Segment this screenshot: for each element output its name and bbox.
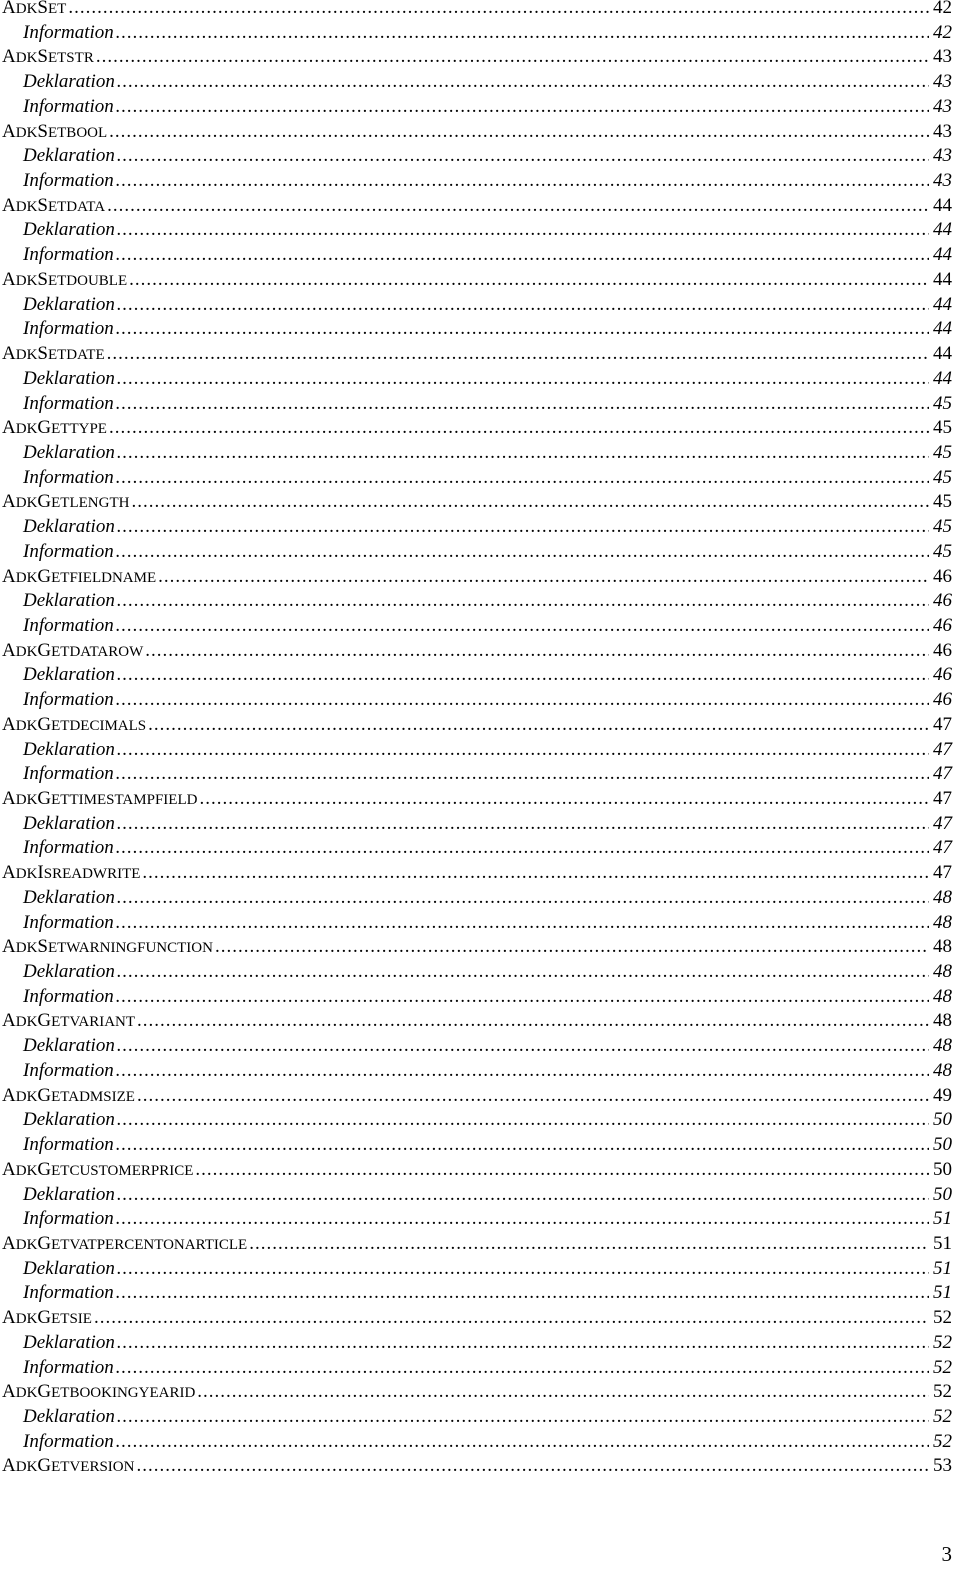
- toc-entry-title: ADKGETVERSION: [2, 1455, 135, 1477]
- toc-entry-title: ADKSETDATA: [2, 194, 106, 216]
- toc-leader-dots: [117, 70, 929, 95]
- toc-entry-title: Deklaration: [23, 1183, 115, 1205]
- toc-entry-title: Deklaration: [23, 1035, 115, 1057]
- toc-leader-dots: [136, 1454, 929, 1479]
- toc-entry[interactable]: [2, 342, 952, 367]
- toc-entry-page: 45: [933, 392, 952, 414]
- table-of-contents: [2, 0, 952, 1479]
- toc-subentry[interactable]: [2, 317, 952, 342]
- toc-entry-title: Information: [23, 689, 114, 711]
- toc-entry-page: 47: [933, 812, 952, 834]
- toc-leader-dots: [116, 762, 929, 787]
- toc-entry-title: Information: [23, 1430, 114, 1452]
- toc-leader-dots: [117, 515, 929, 540]
- toc-leader-dots: [117, 1331, 929, 1356]
- toc-entry-title: Deklaration: [23, 1109, 115, 1131]
- toc-leader-dots: [109, 120, 929, 145]
- toc-leader-dots: [116, 95, 929, 120]
- toc-leader-dots: [116, 1059, 929, 1084]
- toc-entry-page: 52: [933, 1356, 952, 1378]
- toc-entry-page: 48: [933, 1059, 952, 1081]
- toc-subentry[interactable]: [2, 1034, 952, 1059]
- toc-leader-dots: [137, 1009, 929, 1034]
- toc-subentry[interactable]: [2, 392, 952, 417]
- toc-leader-dots: [116, 1133, 929, 1158]
- toc-entry-title: Deklaration: [23, 812, 115, 834]
- toc-entry-title: Information: [23, 21, 114, 43]
- toc-subentry[interactable]: [2, 886, 952, 911]
- toc-entry-title: ADKSET: [2, 0, 67, 18]
- toc-leader-dots: [117, 144, 929, 169]
- toc-leader-dots: [117, 367, 929, 392]
- toc-entry-page: 43: [933, 95, 952, 117]
- toc-entry-title: Deklaration: [23, 1257, 115, 1279]
- toc-leader-dots: [117, 1183, 929, 1208]
- toc-leader-dots: [109, 416, 929, 441]
- toc-entry-title: ADKGETVARIANT: [2, 1010, 136, 1032]
- toc-leader-dots: [117, 738, 929, 763]
- toc-leader-dots: [116, 836, 929, 861]
- toc-leader-dots: [68, 0, 929, 21]
- toc-leader-dots: [107, 194, 929, 219]
- toc-entry-title: ADKSETSTR: [2, 46, 94, 68]
- toc-entry-page: 46: [933, 639, 952, 661]
- toc-entry[interactable]: [2, 120, 952, 145]
- toc-entry[interactable]: [2, 1306, 952, 1331]
- toc-subentry[interactable]: [2, 1430, 952, 1455]
- toc-entry-title: Deklaration: [23, 441, 115, 463]
- toc-entry-title: Information: [23, 837, 114, 859]
- toc-entry-page: 52: [933, 1331, 952, 1353]
- toc-leader-dots: [117, 960, 929, 985]
- toc-entry-title: Information: [23, 466, 114, 488]
- toc-leader-dots: [117, 293, 929, 318]
- toc-entry-title: ADKGETCUSTOMERPRICE: [2, 1158, 194, 1180]
- toc-leader-dots: [116, 614, 929, 639]
- toc-entry-page: 46: [933, 689, 952, 711]
- toc-leader-dots: [117, 1257, 929, 1282]
- toc-leader-dots: [117, 441, 929, 466]
- toc-entry-title: ADKGETTIMESTAMPFIELD: [2, 788, 198, 809]
- toc-subentry[interactable]: [2, 169, 952, 194]
- toc-entry-title: ADKGETBOOKINGYEARID: [2, 1381, 196, 1403]
- toc-entry-title: Information: [23, 318, 114, 340]
- toc-entry-title: ADKGETDATAROW: [2, 639, 144, 661]
- toc-entry-page: 44: [933, 219, 952, 241]
- toc-entry-page: 44: [933, 318, 952, 340]
- toc-entry[interactable]: [2, 713, 952, 738]
- toc-entry-page: 44: [933, 343, 952, 365]
- toc-entry-page: 48: [933, 1035, 952, 1057]
- toc-entry-title: Information: [23, 1208, 114, 1230]
- toc-entry-page: 48: [933, 1010, 952, 1032]
- toc-entry-page: 47: [933, 763, 952, 785]
- toc-entry[interactable]: [2, 1454, 952, 1479]
- toc-subentry[interactable]: [2, 70, 952, 95]
- toc-leader-dots: [117, 886, 929, 911]
- toc-leader-dots: [116, 1281, 929, 1306]
- toc-subentry[interactable]: [2, 960, 952, 985]
- toc-entry[interactable]: [2, 935, 952, 960]
- toc-leader-dots: [117, 663, 929, 688]
- toc-subentry[interactable]: [2, 1108, 952, 1133]
- toc-subentry[interactable]: [2, 1183, 952, 1208]
- toc-entry-page: 45: [933, 441, 952, 463]
- toc-entry-title: ADKSETBOOL: [2, 120, 108, 142]
- toc-entry-page: 44: [933, 194, 952, 216]
- toc-entry[interactable]: [2, 45, 952, 70]
- toc-entry[interactable]: [2, 565, 952, 590]
- toc-entry-page: 43: [933, 120, 952, 142]
- toc-entry-page: 44: [933, 244, 952, 266]
- toc-entry-page: 42: [933, 21, 952, 43]
- toc-entry[interactable]: [2, 1084, 952, 1109]
- toc-entry-page: 51: [933, 1232, 952, 1254]
- toc-entry[interactable]: [2, 1009, 952, 1034]
- toc-entry[interactable]: [2, 268, 952, 293]
- toc-leader-dots: [116, 169, 929, 194]
- toc-entry-title: Information: [23, 763, 114, 785]
- toc-entry-page: 43: [933, 71, 952, 93]
- toc-entry-page: 45: [933, 540, 952, 562]
- toc-entry-page: 48: [933, 911, 952, 933]
- toc-leader-dots: [158, 565, 929, 590]
- toc-entry-title: ADKGETFIELDNAME: [2, 565, 157, 587]
- toc-entry-title: Deklaration: [23, 71, 115, 93]
- toc-entry-title: Information: [23, 95, 114, 117]
- toc-leader-dots: [107, 342, 929, 367]
- toc-leader-dots: [117, 1108, 929, 1133]
- toc-subentry[interactable]: [2, 812, 952, 837]
- toc-leader-dots: [116, 1356, 929, 1381]
- toc-entry-page: 50: [933, 1183, 952, 1205]
- toc-subentry[interactable]: [2, 911, 952, 936]
- toc-entry-page: 47: [933, 788, 952, 809]
- toc-entry-title: ADKGETLENGTH: [2, 491, 130, 513]
- toc-subentry[interactable]: [2, 1207, 952, 1232]
- toc-leader-dots: [129, 268, 929, 293]
- toc-leader-dots: [116, 392, 929, 417]
- toc-entry-page: 52: [933, 1430, 952, 1452]
- toc-entry-title: ADKGETVATPERCENTONARTICLE: [2, 1232, 248, 1254]
- toc-entry-page: 42: [933, 0, 952, 18]
- toc-entry[interactable]: [2, 639, 952, 664]
- toc-entry-page: 48: [933, 936, 952, 958]
- toc-subentry[interactable]: [2, 1281, 952, 1306]
- toc-entry-page: 47: [933, 738, 952, 760]
- toc-leader-dots: [197, 1380, 929, 1405]
- toc-entry-title: Deklaration: [23, 145, 115, 167]
- toc-entry-page: 50: [933, 1134, 952, 1156]
- toc-entry[interactable]: [2, 861, 952, 886]
- toc-entry-page: 45: [933, 466, 952, 488]
- toc-leader-dots: [116, 466, 929, 491]
- toc-entry-title: Information: [23, 1282, 114, 1304]
- toc-entry-title: Information: [23, 1059, 114, 1081]
- toc-entry-title: Information: [23, 985, 114, 1007]
- toc-subentry[interactable]: [2, 144, 952, 169]
- toc-entry-page: 44: [933, 268, 952, 290]
- toc-entry-page: 52: [933, 1381, 952, 1403]
- toc-leader-dots: [116, 540, 929, 565]
- toc-subentry[interactable]: [2, 21, 952, 46]
- toc-entry-title: ADKSETDOUBLE: [2, 268, 128, 290]
- toc-entry-title: Deklaration: [23, 293, 115, 315]
- toc-entry[interactable]: [2, 0, 952, 21]
- toc-leader-dots: [215, 935, 929, 960]
- toc-leader-dots: [116, 985, 929, 1010]
- toc-leader-dots: [116, 1207, 929, 1232]
- toc-entry-title: ADKSETWARNINGFUNCTION: [2, 936, 213, 958]
- toc-leader-dots: [116, 243, 929, 268]
- toc-leader-dots: [116, 688, 929, 713]
- toc-entry-title: Deklaration: [23, 664, 115, 686]
- toc-entry[interactable]: [2, 194, 952, 219]
- toc-entry-page: 49: [933, 1084, 952, 1106]
- toc-entry[interactable]: [2, 416, 952, 441]
- toc-leader-dots: [116, 911, 929, 936]
- toc-leader-dots: [117, 218, 929, 243]
- toc-entry-page: 51: [933, 1257, 952, 1279]
- toc-entry-title: Deklaration: [23, 590, 115, 612]
- toc-entry-title: ADKSETDATE: [2, 343, 105, 365]
- toc-subentry[interactable]: [2, 1331, 952, 1356]
- toc-entry-page: 44: [933, 367, 952, 389]
- toc-leader-dots: [116, 21, 929, 46]
- toc-subentry[interactable]: [2, 243, 952, 268]
- toc-entry-page: 50: [933, 1109, 952, 1131]
- toc-entry-page: 52: [933, 1307, 952, 1329]
- toc-entry-page: 45: [933, 516, 952, 538]
- toc-subentry[interactable]: [2, 441, 952, 466]
- toc-entry[interactable]: [2, 1232, 952, 1257]
- toc-entry-page: 46: [933, 565, 952, 587]
- toc-entry-title: ADKISREADWRITE: [2, 862, 141, 884]
- toc-entry-page: 48: [933, 985, 952, 1007]
- toc-subentry[interactable]: [2, 738, 952, 763]
- toc-leader-dots: [117, 1034, 929, 1059]
- toc-leader-dots: [94, 1306, 929, 1331]
- toc-subentry[interactable]: [2, 95, 952, 120]
- toc-subentry[interactable]: [2, 985, 952, 1010]
- toc-entry-page: 47: [933, 713, 952, 735]
- page-number: 3: [941, 1542, 952, 1566]
- toc-entry-title: Information: [23, 1134, 114, 1156]
- toc-subentry[interactable]: [2, 540, 952, 565]
- toc-subentry[interactable]: [2, 1257, 952, 1282]
- toc-entry-page: 46: [933, 590, 952, 612]
- toc-leader-dots: [137, 1084, 929, 1109]
- toc-entry-page: 53: [933, 1455, 952, 1477]
- toc-entry-title: ADKGETADMSIZE: [2, 1084, 135, 1106]
- toc-entry-title: ADKGETTYPE: [2, 417, 107, 439]
- toc-subentry[interactable]: [2, 367, 952, 392]
- toc-leader-dots: [145, 639, 929, 664]
- toc-subentry[interactable]: [2, 663, 952, 688]
- toc-entry-page: 48: [933, 961, 952, 983]
- toc-leader-dots: [148, 713, 929, 738]
- toc-leader-dots: [116, 317, 929, 342]
- toc-entry-page: 47: [933, 862, 952, 884]
- toc-leader-dots: [195, 1158, 929, 1183]
- toc-entry-title: Deklaration: [23, 516, 115, 538]
- toc-leader-dots: [249, 1232, 929, 1257]
- toc-subentry[interactable]: [2, 1405, 952, 1430]
- toc-subentry[interactable]: [2, 218, 952, 243]
- toc-entry-title: Information: [23, 540, 114, 562]
- toc-entry-title: Information: [23, 170, 114, 192]
- toc-leader-dots: [96, 45, 929, 70]
- toc-entry-title: Information: [23, 392, 114, 414]
- toc-entry-page: 51: [933, 1282, 952, 1304]
- toc-entry-title: ADKGETSIE: [2, 1307, 92, 1329]
- toc-entry-page: 45: [933, 491, 952, 513]
- toc-entry-title: Deklaration: [23, 961, 115, 983]
- toc-entry-title: Information: [23, 911, 114, 933]
- toc-entry-page: 52: [933, 1405, 952, 1427]
- toc-subentry[interactable]: [2, 688, 952, 713]
- toc-entry-title: Information: [23, 614, 114, 636]
- toc-entry-page: 43: [933, 46, 952, 68]
- toc-entry-title: ADKGETDECIMALS: [2, 713, 147, 735]
- toc-subentry[interactable]: [2, 1059, 952, 1084]
- toc-subentry[interactable]: [2, 466, 952, 491]
- toc-entry-page: 47: [933, 837, 952, 859]
- toc-leader-dots: [116, 1430, 929, 1455]
- toc-entry-title: Deklaration: [23, 219, 115, 241]
- toc-leader-dots: [117, 589, 929, 614]
- toc-entry-page: 50: [933, 1158, 952, 1180]
- toc-leader-dots: [117, 812, 929, 837]
- toc-leader-dots: [117, 1405, 929, 1430]
- toc-entry-page: 43: [933, 170, 952, 192]
- toc-entry-page: 44: [933, 293, 952, 315]
- toc-entry-page: 48: [933, 886, 952, 908]
- toc-entry[interactable]: [2, 787, 952, 812]
- toc-leader-dots: [199, 787, 929, 812]
- toc-subentry[interactable]: [2, 1356, 952, 1381]
- toc-entry-title: Deklaration: [23, 367, 115, 389]
- toc-entry-page: 43: [933, 145, 952, 167]
- toc-entry-page: 45: [933, 417, 952, 439]
- toc-leader-dots: [131, 490, 929, 515]
- toc-subentry[interactable]: [2, 614, 952, 639]
- toc-subentry[interactable]: [2, 836, 952, 861]
- toc-entry[interactable]: [2, 1380, 952, 1405]
- toc-subentry[interactable]: [2, 589, 952, 614]
- toc-leader-dots: [142, 861, 929, 886]
- toc-entry[interactable]: [2, 1158, 952, 1183]
- toc-entry-title: Deklaration: [23, 886, 115, 908]
- toc-entry[interactable]: [2, 490, 952, 515]
- toc-entry-title: Information: [23, 1356, 114, 1378]
- toc-entry-page: 46: [933, 664, 952, 686]
- toc-subentry[interactable]: [2, 1133, 952, 1158]
- toc-subentry[interactable]: [2, 762, 952, 787]
- toc-entry-page: 51: [933, 1208, 952, 1230]
- toc-entry-title: Deklaration: [23, 738, 115, 760]
- toc-entry-title: Information: [23, 244, 114, 266]
- toc-subentry[interactable]: [2, 293, 952, 318]
- toc-entry-title: Deklaration: [23, 1405, 115, 1427]
- toc-subentry[interactable]: [2, 515, 952, 540]
- toc-entry-page: 46: [933, 614, 952, 636]
- toc-entry-title: Deklaration: [23, 1331, 115, 1353]
